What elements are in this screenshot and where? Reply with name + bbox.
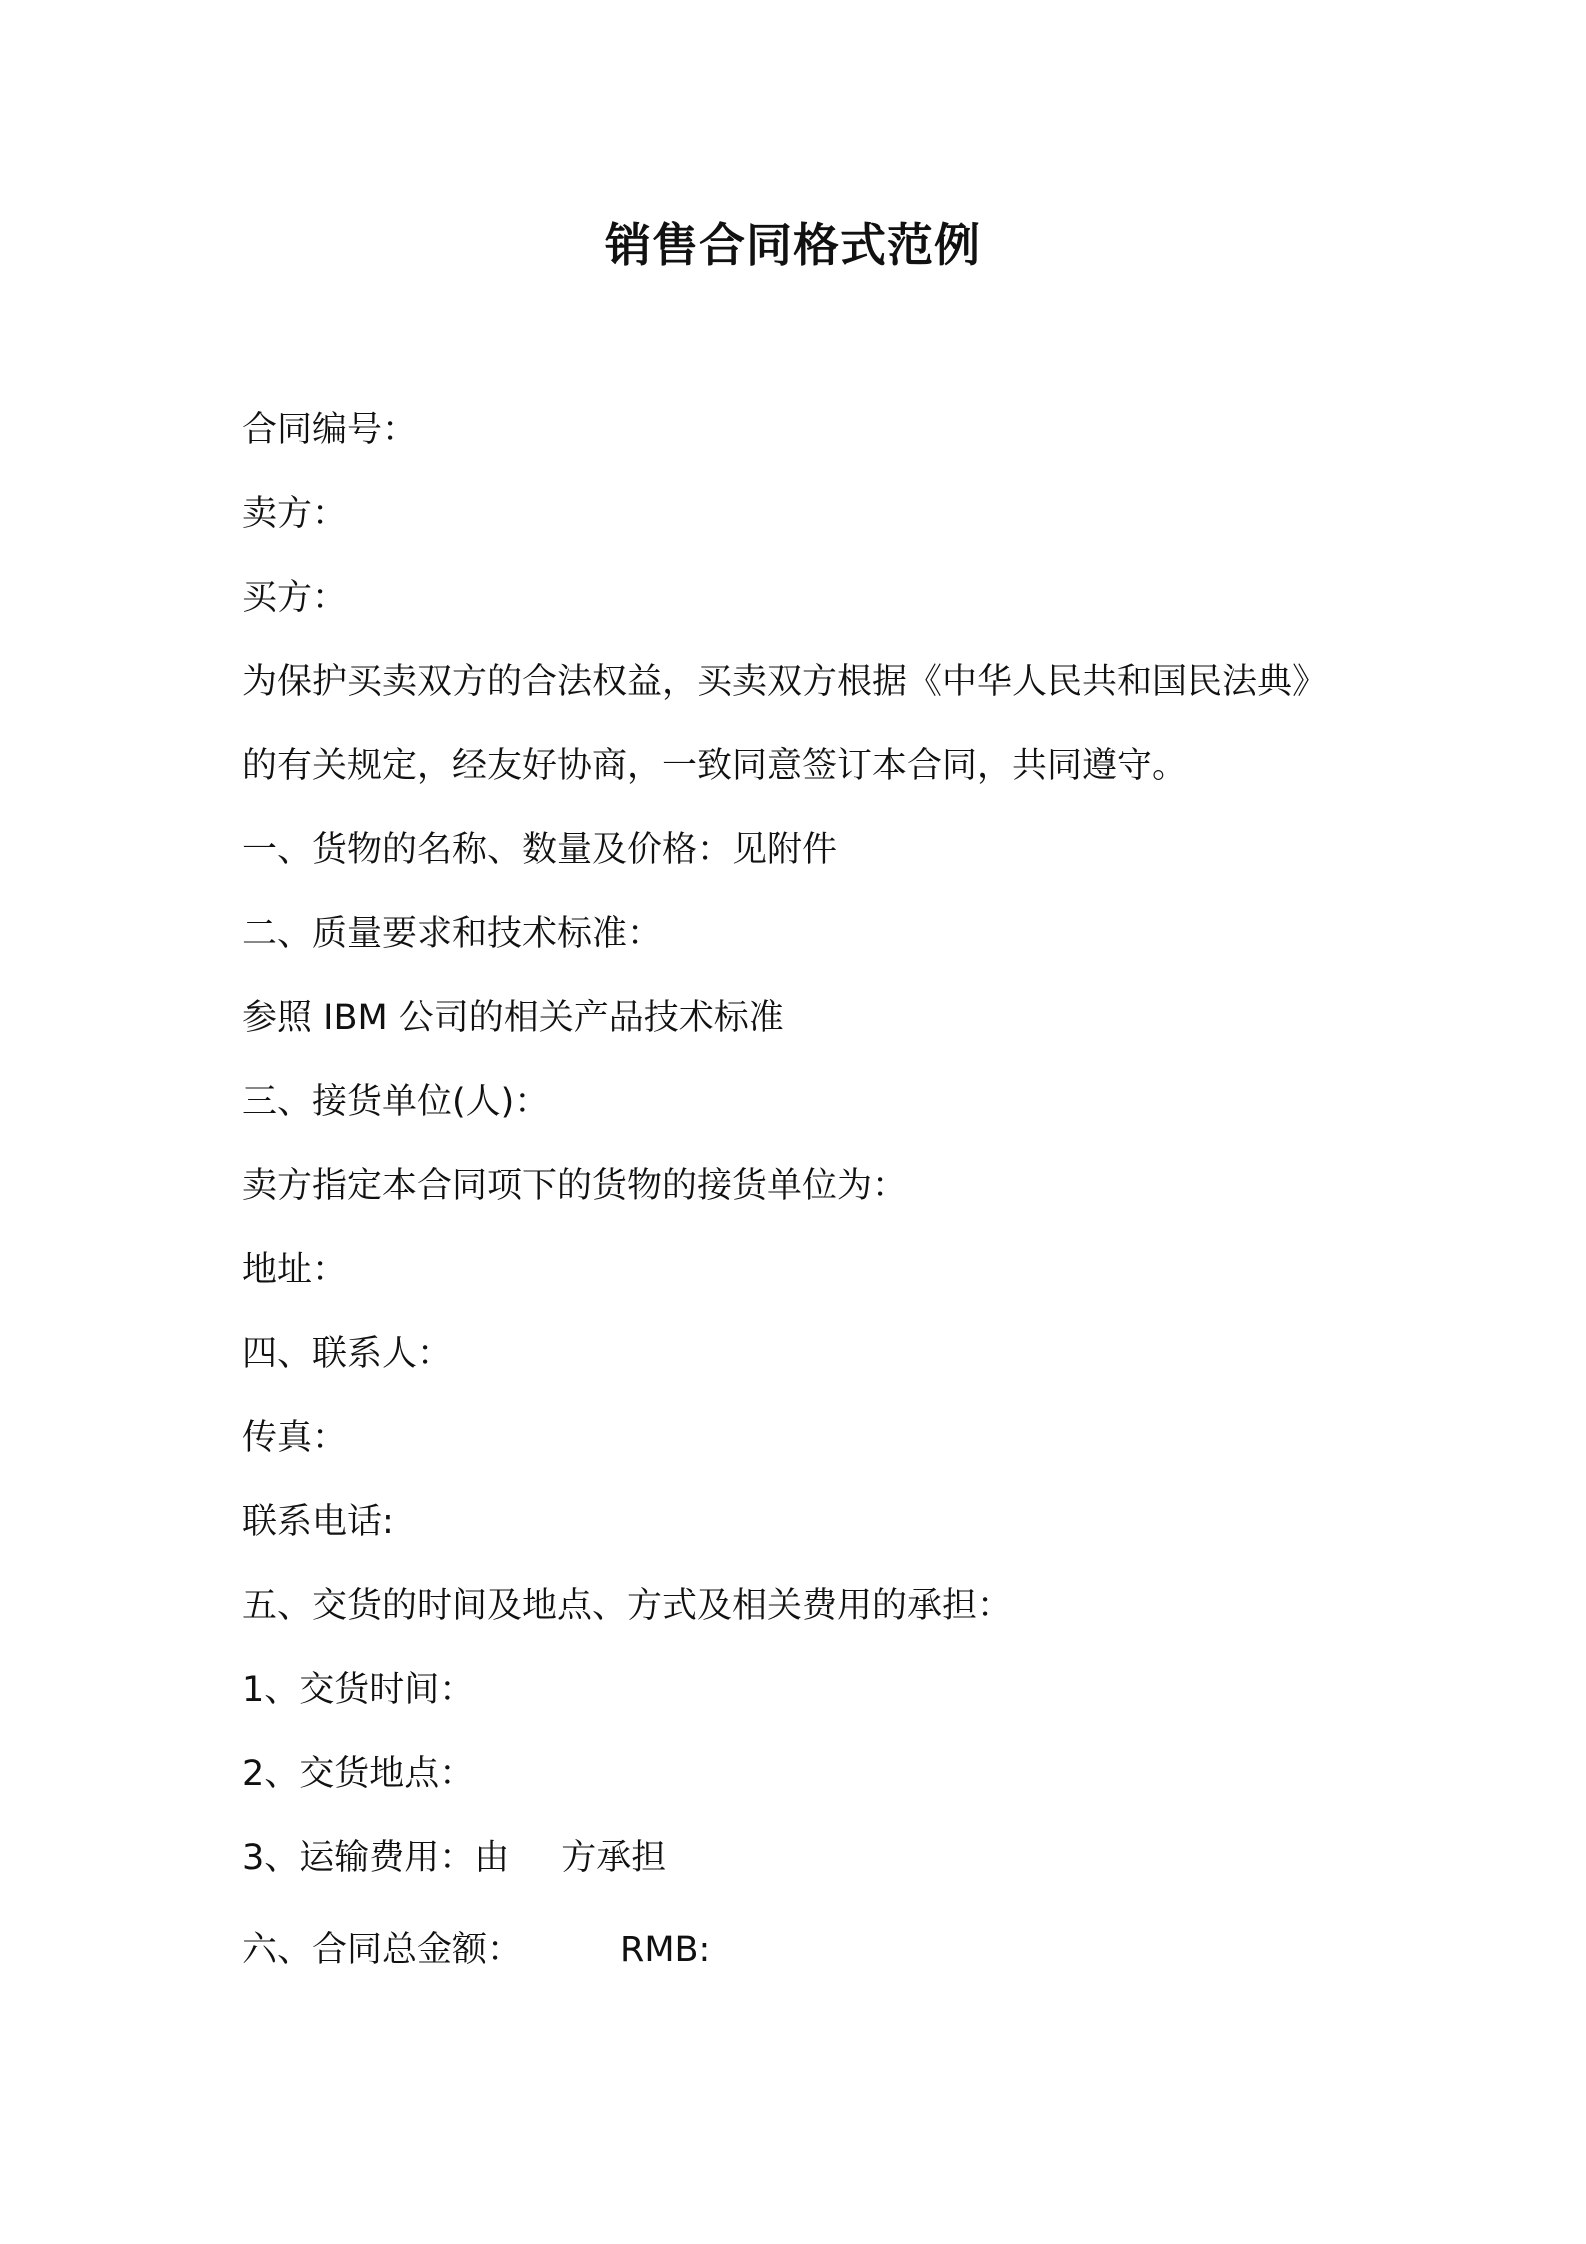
preamble-line-1: 为保护买卖双方的合法权益，买卖双方根据《中华人民共和国民法典》	[242, 662, 1328, 702]
contract-number-line: 合同编号：	[242, 410, 418, 450]
total-amount-label: 六、合同总金额：	[242, 1930, 523, 1970]
section-quality: 二、质量要求和技术标准：	[242, 914, 663, 954]
phone-line: 联系电话:	[242, 1502, 394, 1542]
delivery-place-line: 2、交货地点：	[242, 1754, 475, 1794]
freight-prefix: 3、运输费用：由	[242, 1838, 510, 1878]
section-contact: 四、联系人：	[242, 1334, 453, 1374]
freight-line	[242, 1836, 1392, 1928]
seller-line: 卖方：	[242, 494, 348, 534]
quality-standard-line: 参照 IBM 公司的相关产品技术标准	[242, 998, 784, 1038]
buyer-line: 买方：	[242, 578, 348, 618]
contract-body	[242, 408, 1392, 2012]
preamble-line-2: 的有关规定，经友好协商，一致同意签订本合同，共同遵守。	[242, 746, 1188, 786]
section-delivery: 五、交货的时间及地点、方式及相关费用的承担：	[242, 1586, 1013, 1626]
section-total-amount	[242, 1928, 1392, 2012]
total-amount-currency: RMB:	[620, 1930, 711, 1970]
page-title: 销售合同格式范例	[605, 218, 981, 272]
delivery-time-line: 1、交货时间：	[242, 1670, 475, 1710]
freight-suffix: 方承担	[561, 1838, 667, 1878]
receiver-designation-line: 卖方指定本合同项下的货物的接货单位为：	[242, 1166, 908, 1206]
section-receiver: 三、接货单位(人)：	[242, 1082, 550, 1122]
address-line: 地址：	[242, 1250, 348, 1290]
section-goods: 一、货物的名称、数量及价格：见附件	[242, 830, 838, 870]
fax-line: 传真：	[242, 1418, 348, 1458]
